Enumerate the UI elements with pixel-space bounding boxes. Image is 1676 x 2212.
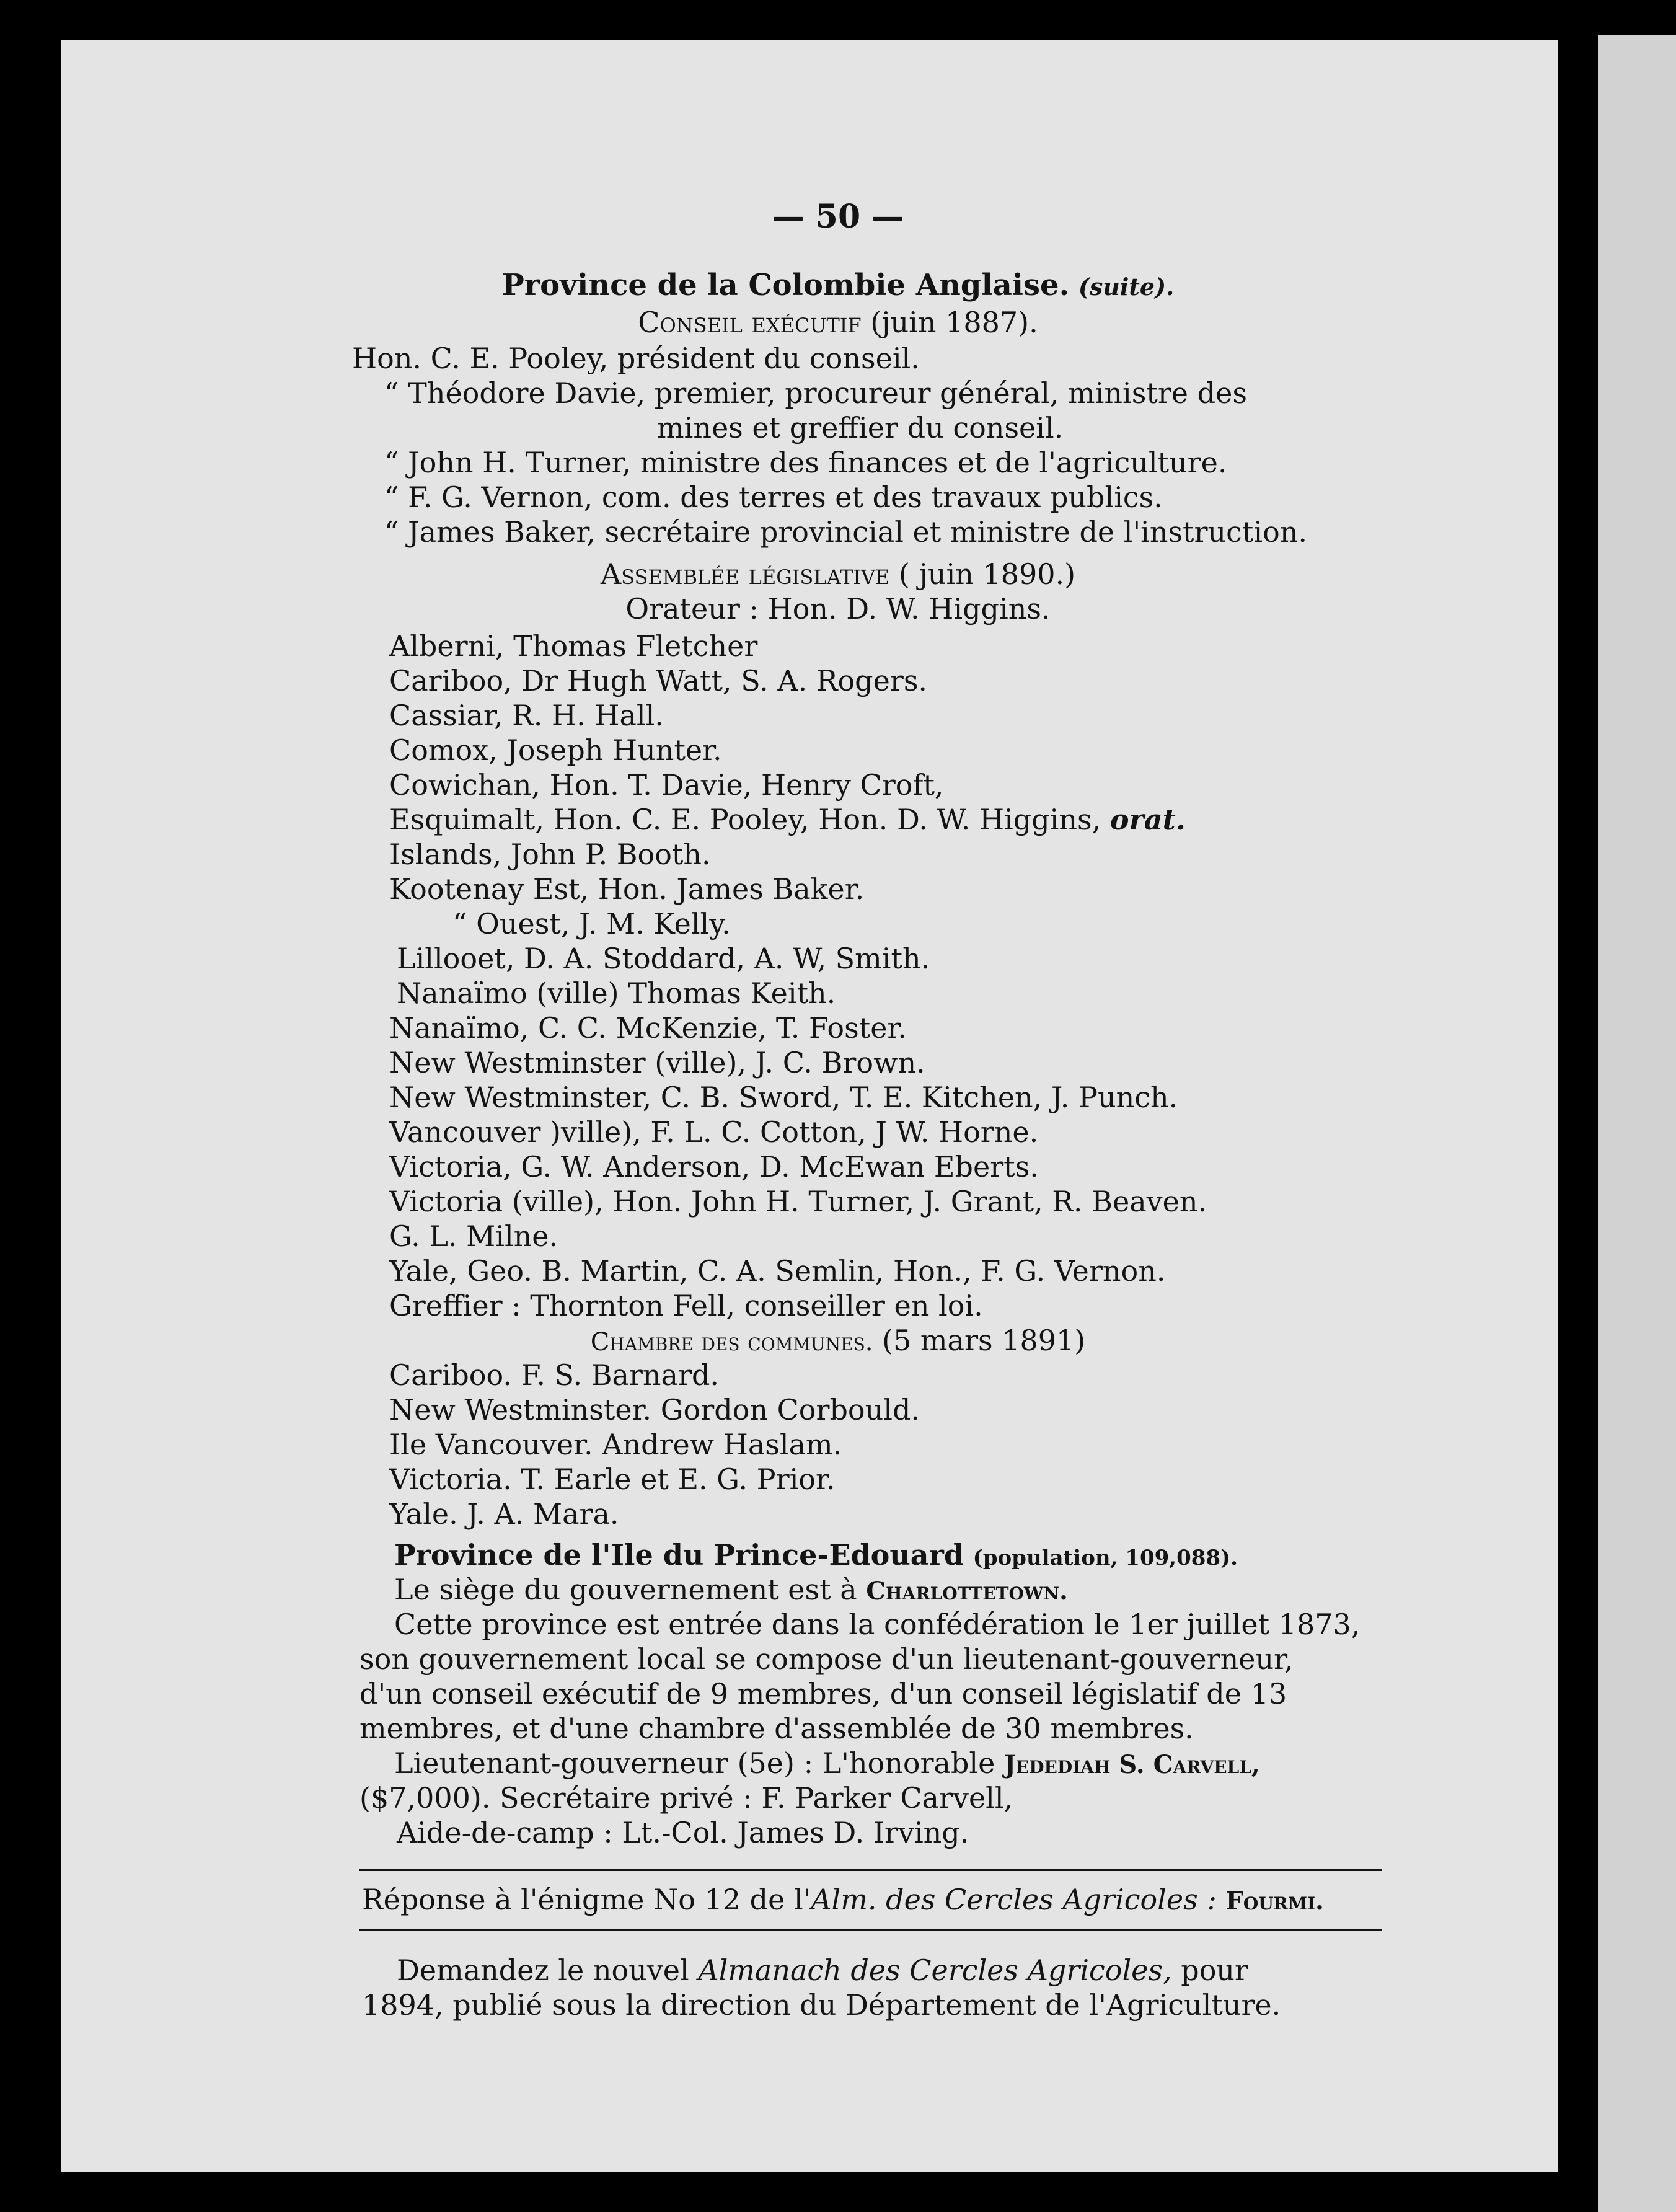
assembly-date: ( juin 1890.) (899, 557, 1076, 591)
section-heading-title: Province de la Colombie Anglaise. (501, 268, 1070, 303)
section-heading-suite: (suite). (1078, 273, 1175, 301)
council-date: (juin 1887). (870, 306, 1038, 339)
member-line: Yale, Geo. B. Martin, C. A. Semlin, Hon., F. G. Vernon. (389, 1254, 1166, 1288)
pei-lt-gov-name: Jedediah S. Carvell, (1003, 1750, 1260, 1779)
ad-suffix: pour (1181, 1953, 1249, 1987)
member-line: Vancouver )ville), F. L. C. Cotton, J W. Horne. (389, 1115, 1039, 1149)
council-line: “ F. G. Vernon, com. des terres et des travaux publics. (384, 480, 1163, 514)
riddle-answer: Fourmi. (1225, 1887, 1324, 1916)
member-line: Cassiar, R. H. Hall. (389, 699, 664, 732)
ad-line-1 (397, 1953, 1248, 1988)
ad-prefix: Demandez le nouvel (397, 1953, 689, 1987)
commons-line: Ile Vancouver. Andrew Haslam. (389, 1428, 842, 1461)
member-line: Greffier : Thornton Fell, conseiller en loi. (389, 1289, 983, 1322)
council-line: Hon. C. E. Pooley, président du conseil. (352, 342, 920, 375)
commons-line: New Westminster. Gordon Corbould. (389, 1393, 920, 1427)
pei-line: d'un conseil exécutif de 9 membres, d'un conseil législatif de 13 (359, 1677, 1287, 1710)
member-line: Cowichan, Hon. T. Davie, Henry Croft, (389, 768, 944, 802)
commons-line: Victoria. T. Earle et E. G. Prior. (389, 1462, 836, 1496)
pei-text: Le siège du gouvernement est à (394, 1573, 857, 1606)
council-title: Conseil exécutif (638, 306, 862, 339)
page-number: — 50 — (772, 198, 904, 236)
adjacent-page-edge (1598, 35, 1676, 2212)
pei-lt-gov-line (394, 1746, 1260, 1782)
divider-rule (359, 1869, 1382, 1871)
member-line: Nanaïmo, C. C. McKenzie, T. Foster. (389, 1011, 907, 1045)
council-heading (0, 305, 1676, 340)
member-line: Kootenay Est, Hon. James Baker. (389, 872, 865, 906)
council-line: mines et greffier du conseil. (657, 411, 1064, 445)
member-line: Victoria (ville), Hon. John H. Turner, J. Grant, R. Beaven. (389, 1185, 1207, 1218)
orat-suffix: orat. (1109, 803, 1186, 836)
pei-line: membres, et d'une chambre d'assemblée de 30 membres. (359, 1712, 1194, 1745)
assembly-title: Assemblée législative (600, 557, 890, 591)
commons-title: Chambre des communes. (590, 1328, 873, 1356)
pei-salary-line: ($7,000). Secrétaire privé : F. Parker Carvell, (359, 1781, 1013, 1815)
commons-heading (0, 1323, 1676, 1360)
member-line: Nanaïmo (ville) Thomas Keith. (397, 976, 836, 1010)
council-line: “ James Baker, secrétaire provincial et ministre de l'instruction. (384, 515, 1308, 549)
member-line: Lillooet, D. A. Stoddard, A. W, Smith. (397, 942, 930, 975)
member-line: New Westminster, C. B. Sword, T. E. Kitchen, J. Punch. (389, 1081, 1178, 1114)
member-line: Alberni, Thomas Fletcher (389, 629, 758, 663)
riddle-source: Alm. des Cercles Agricoles : (811, 1883, 1217, 1916)
pei-line (394, 1572, 1068, 1609)
pei-line: son gouvernement local se compose d'un lieutenant-gouverneur, (359, 1642, 1294, 1676)
assembly-heading (0, 557, 1676, 591)
member-line: “ Ouest, J. M. Kelly. (452, 907, 731, 940)
pei-heading: Province de l'Ile du Prince-Edouard (394, 1538, 964, 1572)
member-line: G. L. Milne. (389, 1219, 558, 1253)
council-line: “ Théodore Davie, premier, procureur général, ministre des (384, 376, 1247, 410)
ad-line-2: 1894, publié sous la direction du Département de l'Agriculture. (362, 1988, 1281, 2022)
member-line: Comox, Joseph Hunter. (389, 733, 722, 767)
council-line: “ John H. Turner, ministre des finances et de l'agriculture. (384, 446, 1227, 479)
member-line: Cariboo, Dr Hugh Watt, S. A. Rogers. (389, 664, 928, 697)
ad-title: Almanach des Cercles Agricoles, (698, 1953, 1172, 1987)
section-heading-pei (394, 1537, 1238, 1575)
riddle-prefix: Réponse à l'énigme No 12 de l' (362, 1883, 811, 1916)
commons-line: Cariboo. F. S. Barnard. (389, 1358, 720, 1392)
member-line: Islands, John P. Booth. (389, 838, 711, 871)
member-text: Esquimalt, Hon. C. E. Pooley, Hon. D. W. Higgins, (389, 803, 1101, 836)
member-line: New Westminster (ville), J. C. Brown. (389, 1046, 925, 1079)
commons-line: Yale. J. A. Mara. (389, 1497, 619, 1531)
riddle-answer-line (362, 1882, 1324, 1919)
divider-rule-thin (359, 1929, 1382, 1931)
member-line-esquimalt (389, 802, 1186, 837)
assembly-speaker: Orateur : Hon. D. W. Higgins. (625, 592, 1051, 626)
member-line: Victoria, G. W. Anderson, D. McEwan Eberts. (389, 1150, 1039, 1183)
pei-capital: Charlottetown. (866, 1577, 1068, 1606)
section-heading-bc (0, 268, 1676, 304)
pei-line: Cette province est entrée dans la confédération le 1er juillet 1873, (394, 1608, 1361, 1641)
pei-lt-gov-label: Lieutenant-gouverneur (5e) : L'honorable (394, 1746, 995, 1780)
pei-aide-line: Aide-de-camp : Lt.-Col. James D. Irving. (397, 1816, 969, 1849)
commons-date: (5 mars 1891) (882, 1324, 1086, 1357)
pei-population: (population, 109,088). (973, 1546, 1238, 1570)
